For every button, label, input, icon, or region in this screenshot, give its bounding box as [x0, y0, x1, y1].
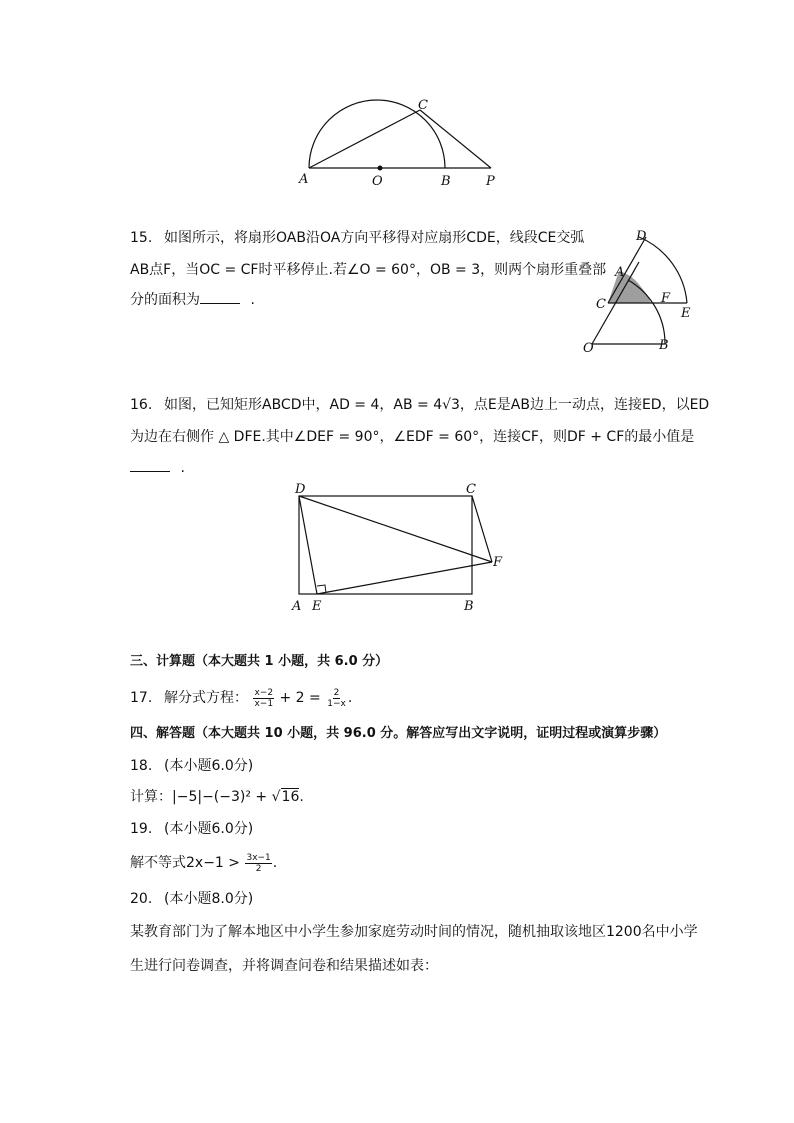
rect-label-e: E [312, 599, 322, 614]
q17-number: 17. [130, 690, 153, 706]
sector-label-e: E [681, 306, 691, 321]
point-label-b: B [441, 174, 451, 189]
q18-number: 18. [130, 758, 153, 774]
sector-label-a: A [615, 265, 625, 280]
answer-blank[interactable] [130, 459, 170, 472]
q20-header: 20. (本小题8.0分) [130, 891, 254, 907]
answer-blank[interactable] [200, 291, 240, 304]
q17-fraction-2: $\frac{2}{1-x}$ [327, 687, 346, 709]
point-label-c: C [418, 98, 428, 113]
rect-label-f: F [493, 555, 503, 570]
q15-line1: 15. 如图所示，将扇形OAB沿OA方向平移得对应扇形CDE，线段CE交弧 [130, 230, 585, 246]
rect-label-d: D [295, 482, 306, 497]
q17-line: 17. 解分式方程： $\frac{x-2}{x-1}$ + 2 = $\frac{2}{1-x}$ . [130, 687, 353, 709]
q19-fraction: $\frac{3x-1}{2}$ [246, 852, 271, 874]
sector-label-c: C [596, 297, 606, 312]
point-label-a: A [299, 172, 309, 187]
sector-label-b: B [659, 338, 669, 353]
q15-number: 15. [130, 230, 153, 246]
q16-number: 16. [130, 397, 153, 413]
rect-label-b: B [464, 599, 474, 614]
q19-header: 19. (本小题6.0分) [130, 821, 254, 837]
q16-line2: 为边在右侧作 △ DFE.其中∠DEF = 90°，∠EDF = 60°，连接CF，则DF + CF的最小值是 [130, 429, 695, 445]
q18-body: 计算：|−5|−(−3)² + √16. [130, 789, 304, 805]
rectangle-figure [285, 480, 515, 615]
section-3-title: 三、计算题（本大题共 1 小题，共 6.0 分） [130, 654, 389, 669]
rect-label-a: A [292, 599, 302, 614]
q18-header: 18. (本小题6.0分) [130, 758, 254, 774]
q16-line3: . [130, 459, 185, 477]
q15-line2: AB点F，当OC = CF时平移停止.若∠O = 60°，OB = 3，则两个扇形重叠部 [130, 262, 607, 278]
q16-line1: 16. 如图，已知矩形ABCD中，AD = 4，AB = 4√3，点E是AB边上一动点，连接ED，以ED [130, 397, 710, 413]
sector-label-f: F [661, 291, 671, 306]
section-4-title: 四、解答题（本大题共 10 小题，共 96.0 分。解答应写出文字说明，证明过程或演算步骤） [130, 726, 667, 741]
semicircle-figure [290, 95, 510, 195]
q20-line2: 生进行问卷调查，并将调查问卷和结果描述如表： [130, 958, 438, 974]
point-label-p: P [486, 174, 495, 189]
q20-line1: 某教育部门为了解本地区中小学生参加家庭劳动时间的情况，随机抽取该地区1200名中小学 [130, 924, 698, 940]
sector-figure [575, 225, 705, 355]
q17-fraction-1: $\frac{x-2}{x-1}$ [254, 687, 274, 709]
point-label-o: O [372, 174, 383, 189]
rect-label-c: C [466, 482, 476, 497]
q19-body: 解不等式2x−1 > $\frac{3x-1}{2}$ . [130, 852, 278, 874]
q15-line3: 分的面积为 . [130, 292, 255, 308]
sector-label-o: O [583, 341, 594, 355]
q20-number: 20. [130, 891, 153, 907]
sector-label-d: D [636, 229, 647, 244]
q19-number: 19. [130, 821, 153, 837]
